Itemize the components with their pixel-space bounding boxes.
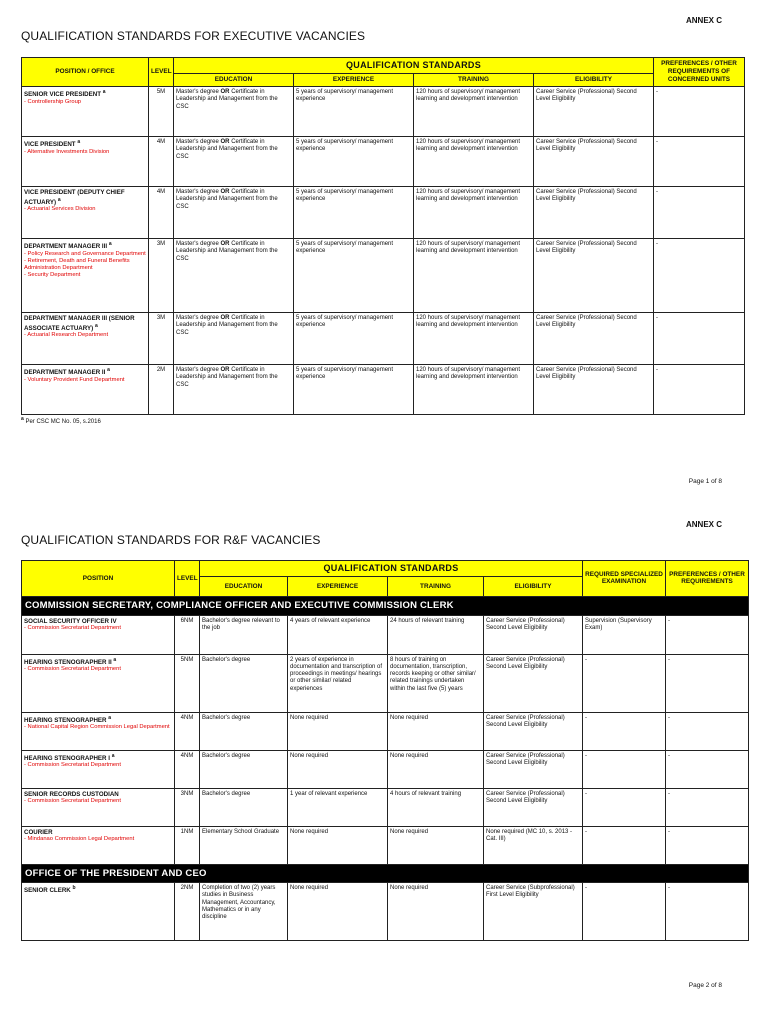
eligibility-cell: Career Service (Professional) Second Level Eligibility — [534, 136, 654, 186]
department-name: - Security Department — [24, 271, 81, 278]
experience-cell: 5 years of supervisory/ management experience — [294, 186, 414, 238]
exam-cell: - — [583, 654, 666, 712]
level-cell: 2NM — [175, 883, 200, 941]
education-text: Master's degree — [176, 138, 219, 145]
eligibility-cell: None required (MC 10, s. 2013 - Cat. III) — [484, 826, 583, 864]
training-cell: None required — [388, 712, 484, 750]
level-cell: 6NM — [175, 615, 200, 654]
education-cell: Bachelor's degree — [200, 654, 288, 712]
rf-qualification-table — [21, 560, 749, 941]
section-header-row — [22, 596, 749, 615]
training-cell: 24 hours of relevant training — [388, 615, 484, 654]
position-name — [24, 139, 146, 149]
position-name — [24, 241, 146, 251]
department-name: - Commission Secretariat Department — [24, 666, 121, 673]
exam-cell: - — [583, 712, 666, 750]
table-row — [22, 136, 745, 186]
level-cell: 2M — [149, 364, 174, 414]
position-cell — [22, 788, 175, 826]
position-cell — [22, 750, 175, 788]
experience-cell: None required — [288, 826, 388, 864]
position-cell — [22, 654, 175, 712]
level-cell: 5NM — [175, 654, 200, 712]
preferences-cell: - — [666, 750, 749, 788]
eligibility-cell: Career Service (Professional) Second Level Eligibility — [484, 788, 583, 826]
col-header-training: TRAINING — [414, 73, 534, 86]
training-cell: None required — [388, 883, 484, 941]
section-title: OFFICE OF THE PRESIDENT AND CEO — [22, 864, 749, 883]
position-cell — [22, 238, 149, 312]
position-title: HEARING STENOGRAPHER II — [24, 658, 112, 666]
experience-cell: None required — [288, 750, 388, 788]
position-cell — [22, 615, 175, 654]
department-name: - Alternative Investments Division — [24, 148, 110, 155]
experience-cell: 5 years of supervisory/ management experience — [294, 238, 414, 312]
preferences-cell: - — [654, 364, 745, 414]
experience-cell: 5 years of supervisory/ management experience — [294, 312, 414, 364]
footnote-marker: a — [107, 366, 110, 373]
position-name — [24, 829, 172, 837]
position-title: VICE PRESIDENT (DEPUTY CHIEF ACTUARY) — [24, 188, 125, 206]
position-name — [24, 885, 172, 895]
level-cell: 4NM — [175, 712, 200, 750]
eligibility-cell: Career Service (Subprofessional) First Level Eligibility — [484, 883, 583, 941]
experience-cell: 5 years of supervisory/ management experience — [294, 136, 414, 186]
col-header-preferences: PREFERENCES / OTHER REQUIREMENTS OF CONCERNED UNITS — [654, 58, 745, 87]
col-header-experience: EXPERIENCE — [294, 73, 414, 86]
table-row — [22, 312, 745, 364]
education-cell: Completion of two (2) years studies in Business Management, Accountancy, Mathematics or in any discipline — [200, 883, 288, 941]
position-title: VICE PRESIDENT — [24, 141, 76, 149]
preferences-cell: - — [654, 312, 745, 364]
education-cell — [174, 86, 294, 136]
position-title: DEPARTMENT MANAGER III (SENIOR ASSOCIATE ACTUARY) — [24, 314, 135, 332]
footnote-marker: a — [111, 752, 115, 759]
position-cell — [22, 186, 149, 238]
education-cell — [174, 186, 294, 238]
eligibility-cell: Career Service (Professional) Second Level Eligibility — [484, 615, 583, 654]
education-text: Master's degree — [176, 314, 219, 321]
exam-cell: - — [583, 826, 666, 864]
table-row — [22, 615, 749, 654]
education-text: Master's degree — [176, 88, 219, 95]
col-header-qualification-standards: QUALIFICATION STANDARDS — [200, 561, 583, 577]
position-name — [24, 315, 146, 332]
training-cell: 120 hours of supervisory/ management learning and development intervention — [414, 364, 534, 414]
department-name: - Voluntary Provident Fund Department — [24, 376, 125, 383]
education-or: OR — [220, 314, 230, 321]
eligibility-cell: Career Service (Professional) Second Level Eligibility — [534, 364, 654, 414]
footnote-marker: a — [108, 240, 112, 247]
position-name — [24, 618, 172, 626]
footnote-marker: a — [57, 196, 61, 203]
level-cell: 3M — [149, 238, 174, 312]
department-name: - Commission Secretariat Department — [24, 625, 121, 632]
position-title: DEPARTMENT MANAGER III — [24, 243, 108, 251]
eligibility-cell: Career Service (Professional) Second Level Eligibility — [534, 312, 654, 364]
preferences-cell: - — [666, 712, 749, 750]
footnote-marker: b — [72, 885, 76, 892]
position-cell — [22, 86, 149, 136]
table-row — [22, 883, 749, 941]
education-or: OR — [220, 138, 230, 145]
col-header-level: LEVEL — [149, 58, 174, 87]
education-or: OR — [220, 240, 230, 247]
preferences-cell: - — [654, 86, 745, 136]
department-name: - Commission Secretariat Department — [24, 798, 121, 805]
col-header-preferences: PREFERENCES / OTHER REQUIREMENTS — [666, 561, 749, 597]
education-cell: Bachelor's degree relevant to the job — [200, 615, 288, 654]
level-cell: 4NM — [175, 750, 200, 788]
training-cell: None required — [388, 826, 484, 864]
preferences-cell: - — [654, 238, 745, 312]
position-title: COURIER — [24, 828, 53, 836]
exam-cell: Supervision (Supervisory Exam) — [583, 615, 666, 654]
education-cell: Elementary School Graduate — [200, 826, 288, 864]
footnote-marker: a — [113, 656, 117, 663]
department-name: - Actuarial Research Department — [24, 332, 109, 339]
position-title: SENIOR VICE PRESIDENT — [24, 91, 102, 99]
col-header-training: TRAINING — [388, 576, 484, 596]
education-cell — [174, 364, 294, 414]
department-name: - Retirement, Death and Funeral Benefits Administration Department — [24, 257, 130, 271]
table-row — [22, 364, 745, 414]
department-name: - Controllership Group — [24, 98, 82, 105]
footnote-marker: a — [94, 322, 98, 329]
preferences-cell: - — [666, 615, 749, 654]
experience-cell: 5 years of supervisory/ management experience — [294, 364, 414, 414]
eligibility-cell: Career Service (Professional) Second Level Eligibility — [484, 654, 583, 712]
table-row — [22, 750, 749, 788]
level-cell: 4M — [149, 136, 174, 186]
training-cell: 120 hours of supervisory/ management learning and development intervention — [414, 136, 534, 186]
department-name: - Policy Research and Governance Department — [24, 250, 146, 257]
training-cell: 120 hours of supervisory/ management learning and development intervention — [414, 312, 534, 364]
table-row — [22, 788, 749, 826]
position-cell — [22, 712, 175, 750]
exam-cell: - — [583, 883, 666, 941]
col-header-exam: REQUIRED SPECIALIZED EXAMINATION — [583, 561, 666, 597]
experience-cell: None required — [288, 883, 388, 941]
annex-label: ANNEX C — [685, 520, 722, 529]
education-alt-text: Certificate in Leadership and Management from the CSC — [176, 240, 278, 262]
table-row — [22, 86, 745, 136]
education-alt-text: Certificate in Leadership and Management from the CSC — [176, 314, 278, 336]
position-name — [24, 367, 146, 377]
position-name — [24, 791, 172, 799]
page-title: QUALIFICATION STANDARDS FOR R&F VACANCIES — [21, 533, 321, 547]
footnote-marker: a — [108, 714, 112, 721]
preferences-cell: - — [666, 654, 749, 712]
position-name — [24, 89, 146, 99]
page-number: Page 1 of 8 — [688, 478, 722, 485]
col-header-experience: EXPERIENCE — [288, 576, 388, 596]
eligibility-cell: Career Service (Professional) Second Level Eligibility — [484, 750, 583, 788]
section-title: COMMISSION SECRETARY, COMPLIANCE OFFICER AND EXECUTIVE COMMISSION CLERK — [22, 596, 749, 615]
education-cell — [174, 238, 294, 312]
level-cell: 4M — [149, 186, 174, 238]
table-row — [22, 712, 749, 750]
position-cell — [22, 883, 175, 941]
training-cell: None required — [388, 750, 484, 788]
training-cell: 120 hours of supervisory/ management learning and development intervention — [414, 238, 534, 312]
col-header-eligibility: ELIGIBILITY — [484, 576, 583, 596]
department-name: - National Capital Region Commission Legal Department — [24, 724, 170, 731]
section-header-row — [22, 864, 749, 883]
education-alt-text: Certificate in Leadership and Management from the CSC — [176, 188, 278, 210]
exam-cell: - — [583, 750, 666, 788]
table-row — [22, 186, 745, 238]
experience-cell: 2 years of experience in documentation and transcription of proceedings in meetings/ hearings or other similar/ related experiences — [288, 654, 388, 712]
experience-cell: 5 years of supervisory/ management experience — [294, 86, 414, 136]
department-name: - Mindanao Commission Legal Department — [24, 836, 135, 843]
position-name — [24, 189, 146, 206]
education-text: Master's degree — [176, 240, 219, 247]
experience-cell: 4 years of relevant experience — [288, 615, 388, 654]
level-cell: 3M — [149, 312, 174, 364]
position-name — [24, 715, 172, 725]
education-text: Master's degree — [176, 366, 219, 373]
position-title: SOCIAL SECURITY OFFICER IV — [24, 617, 117, 625]
education-cell — [174, 312, 294, 364]
col-header-position: POSITION — [22, 561, 175, 597]
training-cell: 8 hours of training on documentation, transcription, records keeping or other similar/ related trainings undertaken within the last five (5) years — [388, 654, 484, 712]
education-cell: Bachelor's degree — [200, 712, 288, 750]
preferences-cell: - — [654, 186, 745, 238]
education-cell — [174, 136, 294, 186]
preferences-cell: - — [666, 883, 749, 941]
col-header-education: EDUCATION — [174, 73, 294, 86]
position-name — [24, 753, 172, 763]
eligibility-cell: Career Service (Professional) Second Level Eligibility — [534, 186, 654, 238]
executive-qualification-table — [21, 57, 745, 415]
position-title: SENIOR RECORDS CUSTODIAN — [24, 790, 119, 798]
position-cell — [22, 826, 175, 864]
position-cell — [22, 364, 149, 414]
preferences-cell: - — [654, 136, 745, 186]
training-cell: 120 hours of supervisory/ management learning and development intervention — [414, 186, 534, 238]
eligibility-cell: Career Service (Professional) Second Level Eligibility — [484, 712, 583, 750]
education-text: Master's degree — [176, 188, 219, 195]
preferences-cell: - — [666, 788, 749, 826]
experience-cell: None required — [288, 712, 388, 750]
position-title: HEARING STENOGRAPHER I — [24, 754, 110, 762]
department-name: - Actuarial Services Division — [24, 206, 96, 213]
experience-cell: 1 year of relevant experience — [288, 788, 388, 826]
position-cell — [22, 312, 149, 364]
position-cell — [22, 136, 149, 186]
position-title: HEARING STENOGRAPHER — [24, 716, 107, 724]
education-alt-text: Certificate in Leadership and Management from the CSC — [176, 88, 278, 110]
page-title: QUALIFICATION STANDARDS FOR EXECUTIVE VACANCIES — [21, 29, 366, 43]
education-alt-text: Certificate in Leadership and Management from the CSC — [176, 138, 278, 160]
page-number: Page 2 of 8 — [688, 982, 722, 989]
position-name — [24, 657, 172, 667]
footnote-mark: a — [21, 416, 24, 422]
eligibility-cell: Career Service (Professional) Second Level Eligibility — [534, 238, 654, 312]
level-cell: 3NM — [175, 788, 200, 826]
education-or: OR — [220, 88, 230, 95]
footnote-marker: a — [102, 88, 106, 95]
col-header-qualification-standards: QUALIFICATION STANDARDS — [174, 58, 654, 74]
footnote — [21, 416, 101, 425]
training-cell: 4 hours of relevant training — [388, 788, 484, 826]
education-cell: Bachelor's degree — [200, 750, 288, 788]
col-header-eligibility: ELIGIBILITY — [534, 73, 654, 86]
department-name: - Commission Secretariat Department — [24, 762, 121, 769]
table-row — [22, 826, 749, 864]
preferences-cell: - — [666, 826, 749, 864]
position-title: SENIOR CLERK — [24, 887, 71, 895]
exam-cell: - — [583, 788, 666, 826]
education-cell: Bachelor's degree — [200, 788, 288, 826]
level-cell: 1NM — [175, 826, 200, 864]
table-row — [22, 238, 745, 312]
footnote-marker: a — [77, 138, 81, 145]
education-or: OR — [220, 188, 230, 195]
annex-label: ANNEX C — [685, 16, 722, 25]
training-cell: 120 hours of supervisory/ management learning and development intervention — [414, 86, 534, 136]
position-title: DEPARTMENT MANAGER II — [24, 369, 106, 377]
col-header-education: EDUCATION — [200, 576, 288, 596]
table-row — [22, 654, 749, 712]
level-cell: 5M — [149, 86, 174, 136]
footnote-text: Per CSC MC No. 05, s.2016 — [25, 419, 101, 425]
education-alt-text: Certificate in Leadership and Management from the CSC — [176, 366, 278, 388]
eligibility-cell: Career Service (Professional) Second Level Eligibility — [534, 86, 654, 136]
education-or: OR — [220, 366, 230, 373]
col-header-level: LEVEL — [175, 561, 200, 597]
col-header-position: POSITION / OFFICE — [22, 58, 149, 87]
